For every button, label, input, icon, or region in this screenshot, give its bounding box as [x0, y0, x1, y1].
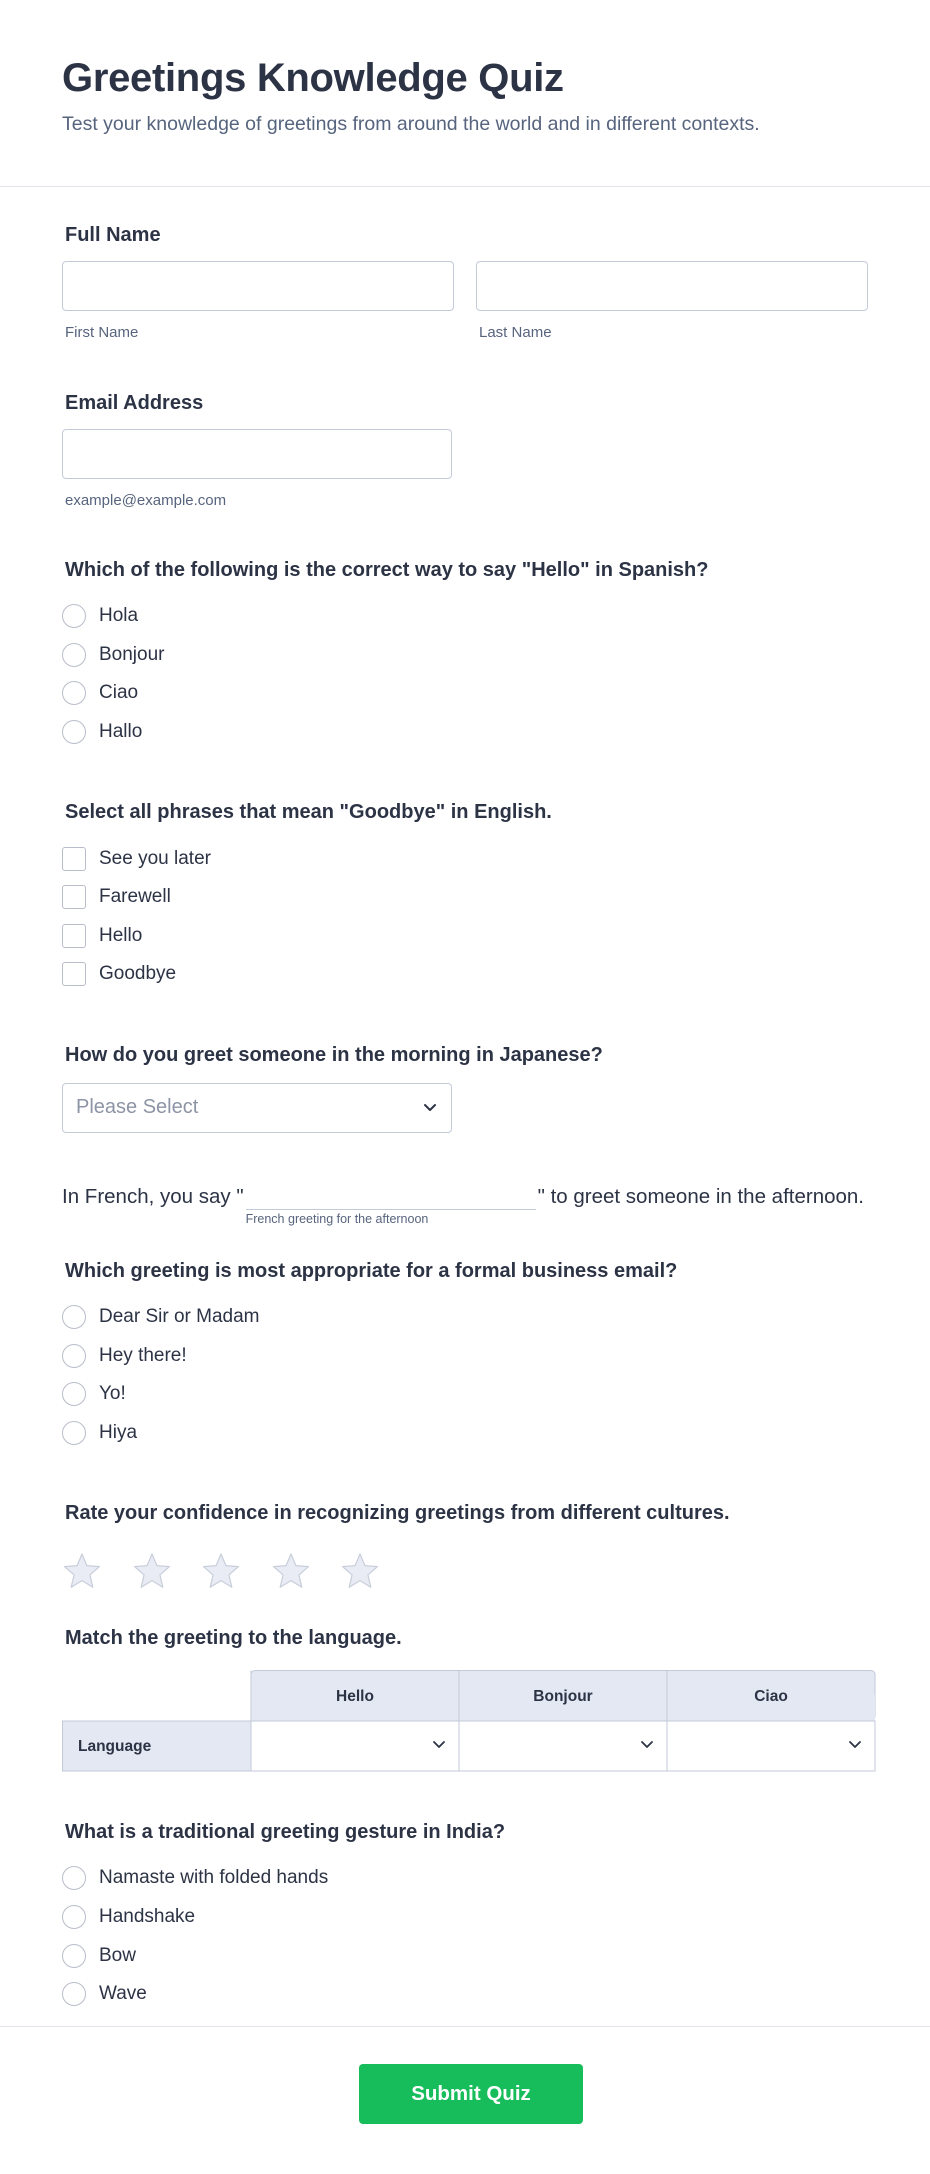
- japanese-select[interactable]: [62, 1083, 452, 1133]
- checkbox[interactable]: [62, 847, 86, 871]
- match-matrix: [62, 1670, 876, 1774]
- formal-question: [62, 1260, 868, 1452]
- goodbye-question: [62, 801, 868, 993]
- french-blank-group: [246, 1185, 536, 1226]
- spanish-question: [62, 559, 868, 751]
- formal-option-dear-sir[interactable]: [62, 1298, 868, 1337]
- option-label: Bow: [99, 1944, 136, 1966]
- checkbox[interactable]: [62, 885, 86, 909]
- star-icon[interactable]: [62, 1551, 102, 1591]
- radio-button[interactable]: [62, 1421, 86, 1445]
- last-name-sublabel: Last Name: [479, 324, 552, 341]
- radio-button[interactable]: [62, 1866, 86, 1890]
- radio-button[interactable]: [62, 643, 86, 667]
- option-label: Wave: [99, 1983, 147, 2005]
- goodbye-option-goodbye[interactable]: [62, 955, 868, 994]
- matrix-row-label: Language: [78, 1738, 152, 1756]
- star-rating: [62, 1551, 868, 1591]
- full-name-section: [62, 224, 868, 341]
- goodbye-question-label: Select all phrases that mean "Goodbye" in English.: [65, 801, 552, 824]
- first-name-input[interactable]: [62, 261, 454, 311]
- radio-button[interactable]: [62, 681, 86, 705]
- star-icon[interactable]: [132, 1551, 172, 1591]
- star-shape: [343, 1554, 378, 1587]
- match-question: [62, 1627, 868, 1774]
- radio-button[interactable]: [62, 1305, 86, 1329]
- radio-button[interactable]: [62, 1382, 86, 1406]
- formal-option-hey-there[interactable]: [62, 1336, 868, 1375]
- option-label: Farewell: [99, 886, 171, 908]
- french-blank-sublabel: French greeting for the afternoon: [245, 1211, 429, 1226]
- matrix-select-bonjour[interactable]: [460, 1722, 666, 1770]
- option-label: Hiya: [99, 1421, 138, 1443]
- rating-question-label: Rate your confidence in recognizing greetings from different cultures.: [65, 1502, 730, 1525]
- option-label: Yo!: [99, 1383, 126, 1405]
- page-subtitle: Test your knowledge of greetings from around the world and in different contexts.: [62, 113, 760, 135]
- matrix-select-ciao[interactable]: [668, 1722, 874, 1770]
- star-shape: [204, 1554, 239, 1587]
- formal-question-label: Which greeting is most appropriate for a formal business email?: [65, 1259, 678, 1282]
- match-question-label: Match the greeting to the language.: [65, 1627, 402, 1650]
- india-options: [62, 1859, 868, 2013]
- spanish-options: [62, 597, 868, 751]
- radio-button[interactable]: [62, 1944, 86, 1968]
- email-sublabel: example@example.com: [65, 492, 227, 509]
- full-name-label: Full Name: [65, 224, 161, 246]
- quiz-form: [0, 224, 930, 2014]
- matrix-select-area[interactable]: [460, 1722, 666, 1770]
- japanese-question-label: How do you greet someone in the morning in Japanese?: [65, 1043, 603, 1066]
- star-icon[interactable]: [201, 1551, 241, 1591]
- french-greeting-input[interactable]: [246, 1185, 536, 1210]
- option-label: Bonjour: [99, 643, 165, 665]
- india-option-wave[interactable]: [62, 1975, 868, 2014]
- radio-button[interactable]: [62, 1344, 86, 1368]
- form-header: [0, 0, 930, 187]
- radio-button[interactable]: [62, 1905, 86, 1929]
- spanish-question-label: Which of the following is the correct way to say "Hello" in Spanish?: [65, 559, 709, 581]
- rating-question: [62, 1502, 868, 1591]
- chevron-down-icon: [423, 1103, 437, 1113]
- goodbye-options: [62, 839, 868, 993]
- spanish-option-hola[interactable]: [62, 597, 868, 636]
- french-question: [62, 1185, 868, 1226]
- goodbye-option-hello[interactable]: [62, 917, 868, 956]
- email-label: Email Address: [65, 392, 204, 414]
- email-section: [62, 392, 868, 509]
- matrix-column-ciao: Ciao: [754, 1688, 788, 1706]
- option-label: Dear Sir or Madam: [99, 1306, 260, 1328]
- goodbye-option-see-you-later[interactable]: [62, 839, 868, 878]
- first-name-group: [62, 261, 454, 341]
- option-label: Hallo: [99, 721, 143, 743]
- french-text-before: In French, you say ": [62, 1184, 244, 1208]
- submit-quiz-button[interactable]: Submit Quiz: [359, 2064, 583, 2124]
- option-label: See you later: [99, 847, 211, 869]
- star-icon[interactable]: [340, 1551, 380, 1591]
- star-shape: [134, 1554, 169, 1587]
- option-label: Namaste with folded hands: [99, 1867, 329, 1889]
- star-shape: [65, 1554, 100, 1587]
- goodbye-option-farewell[interactable]: [62, 878, 868, 917]
- option-label: Handshake: [99, 1906, 196, 1928]
- page-title: Greetings Knowledge Quiz: [62, 56, 564, 100]
- spanish-option-ciao[interactable]: [62, 674, 868, 713]
- last-name-group: [476, 261, 868, 341]
- matrix-column-hello: Hello: [336, 1688, 374, 1706]
- french-text-after: " to greet someone in the afternoon.: [537, 1184, 864, 1208]
- option-label: Hola: [99, 605, 139, 627]
- matrix-select-hello[interactable]: [252, 1722, 458, 1770]
- submit-area: [0, 2026, 930, 2174]
- formal-option-yo[interactable]: [62, 1375, 868, 1414]
- option-label: Hey there!: [99, 1344, 187, 1366]
- matrix-select-area[interactable]: [252, 1722, 458, 1770]
- star-shape: [273, 1554, 308, 1587]
- option-label: Ciao: [99, 682, 139, 704]
- formal-options: [62, 1298, 868, 1452]
- radio-button[interactable]: [62, 720, 86, 744]
- email-field[interactable]: [62, 429, 452, 479]
- checkbox[interactable]: [62, 962, 86, 986]
- first-name-sublabel: First Name: [65, 324, 139, 341]
- star-icon[interactable]: [271, 1551, 311, 1591]
- last-name-input[interactable]: [476, 261, 868, 311]
- india-option-namaste[interactable]: [62, 1859, 868, 1898]
- formal-option-hiya[interactable]: [62, 1414, 868, 1453]
- india-question: [62, 1821, 868, 2013]
- option-label: Hello: [99, 924, 143, 946]
- matrix-column-bonjour: Bonjour: [533, 1688, 593, 1706]
- select-placeholder: Please Select: [76, 1096, 199, 1119]
- option-label: Goodbye: [99, 963, 177, 985]
- spanish-option-hallo[interactable]: [62, 713, 868, 752]
- checkbox[interactable]: [62, 924, 86, 948]
- japanese-question: [62, 1044, 868, 1133]
- matrix-select-area[interactable]: [668, 1722, 874, 1770]
- spanish-option-bonjour[interactable]: [62, 636, 868, 675]
- india-option-handshake[interactable]: [62, 1898, 868, 1937]
- radio-button[interactable]: [62, 1982, 86, 2006]
- radio-button[interactable]: [62, 604, 86, 628]
- india-option-bow[interactable]: [62, 1936, 868, 1975]
- india-question-label: What is a traditional greeting gesture in India?: [65, 1821, 506, 1844]
